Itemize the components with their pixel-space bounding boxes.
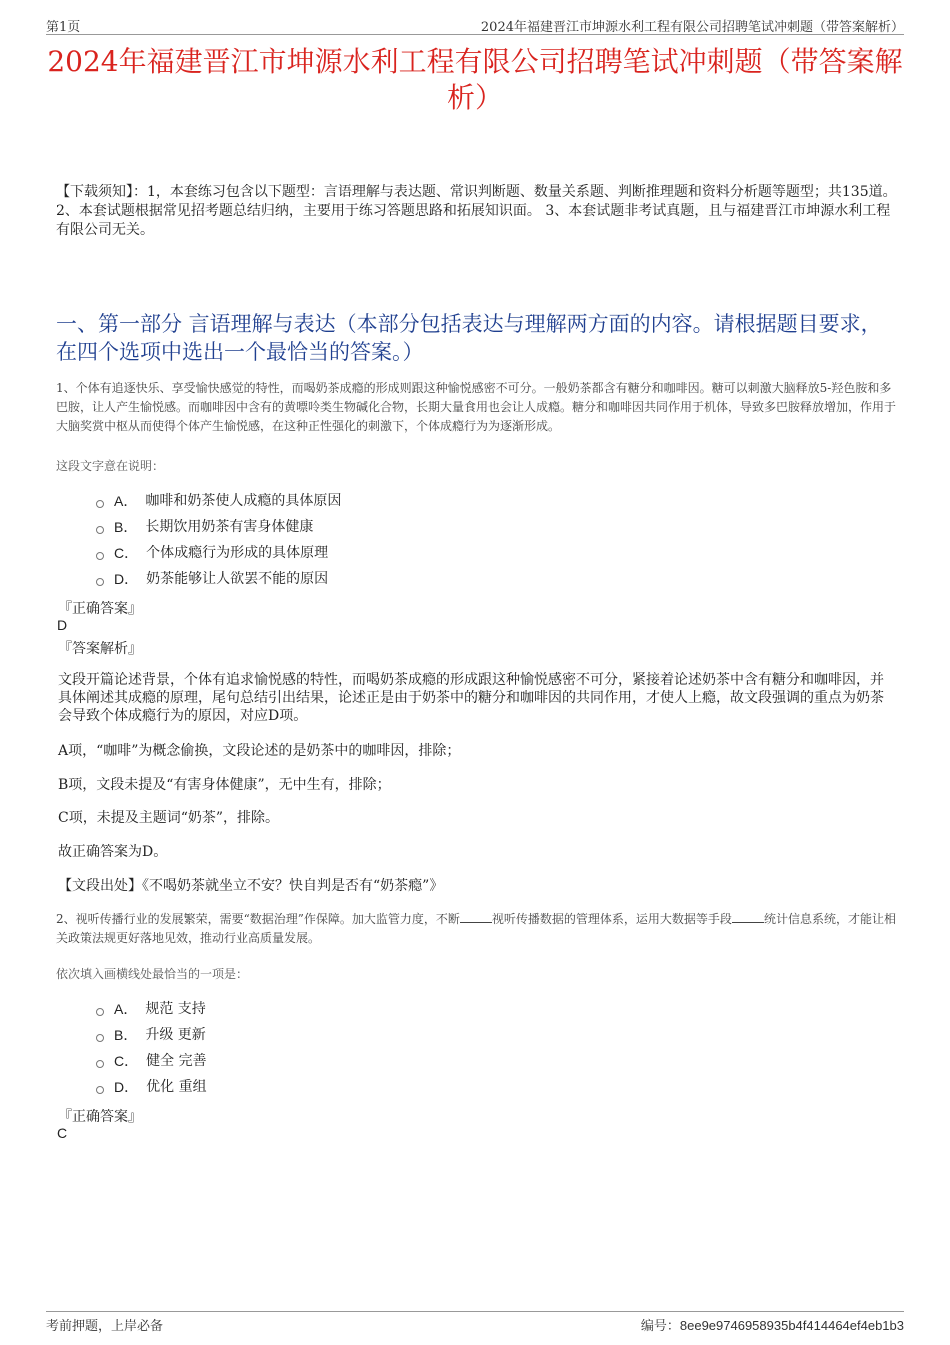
radio-icon[interactable] <box>96 500 104 508</box>
footer-code: 编号：8ee9e9746958935b4f414464ef4eb1b3 <box>640 1318 904 1334</box>
radio-icon[interactable] <box>96 526 104 534</box>
radio-icon[interactable] <box>96 1034 104 1042</box>
q1-answer-label: 『正确答案』 <box>58 601 142 617</box>
q1-option-c[interactable]: C． 个体成瘾行为形成的具体原理 <box>96 543 328 563</box>
question-1-prompt: 这段文字意在说明： <box>56 459 165 473</box>
radio-icon[interactable] <box>96 552 104 560</box>
q1-note-b: B项，文段未提及“有害身体健康”，无中生有，排除； <box>58 777 391 793</box>
q1-analysis: 文段开篇论述背景，个体有追求愉悦感的特性，而喝奶茶成瘾的形成跟这种愉悦感密不可分，紧接着论述奶茶中含有糖分和咖啡因，并具体阐述其成瘾的原理，尾句总结引出结果，论述正是由于奶茶中的糖分和咖啡因的共同作用，才使人上瘾，故文段强调的重点为奶茶会导致个体成瘾行为的原因，对应D项。 <box>58 672 884 724</box>
q1-analysis-label: 『答案解析』 <box>58 641 142 657</box>
q2-option-c[interactable]: C． 健全 完善 <box>96 1051 207 1071</box>
header-doc-title: 2024年福建晋江市坤源水利工程有限公司招聘笔试冲刺题（带答案解析） <box>480 20 904 35</box>
q1-conclusion: 故正确答案为D。 <box>58 844 168 860</box>
q1-option-a[interactable]: A． 咖啡和奶茶使人成瘾的具体原因 <box>96 491 341 511</box>
q2-option-d[interactable]: D． 优化 重组 <box>96 1077 207 1097</box>
q1-answer: D <box>57 617 68 633</box>
q2-option-b[interactable]: B． 升级 更新 <box>96 1025 206 1045</box>
q1-option-d[interactable]: D． 奶茶能够让人欲罢不能的原因 <box>96 569 328 589</box>
q1-source: 【文段出处】《不喝奶茶就坐立不安？快自判是否有“奶茶瘾”》 <box>58 878 444 894</box>
download-notice: 【下载须知】：1，本套练习包含以下题型：言语理解与表达题、常识判断题、数量关系题、判断推理题和资料分析题等题型；共135道。 2、本套试题根据常见招考题总结归纳，主要用于练习答题思路和拓展知识面。 3、本套试题非考试真题，且与福建晋江市坤源水利工程有限公司无关。 <box>56 184 897 238</box>
radio-icon[interactable] <box>96 578 104 586</box>
fill-blank <box>732 910 764 923</box>
q1-note-c: C项，未提及主题词“奶茶”，排除。 <box>58 810 280 826</box>
question-2-text: 2、视听传播行业的发展繁荣，需要“数据治理”作保障。加大监管力度，不断 视听传播数据的管理体系，运用大数据等手段 统计信息系统，才能让相关政策法规更好落地见效，推动行业高质量发展。 <box>56 912 896 945</box>
page-number: 第1页 <box>46 20 81 35</box>
page-footer <box>46 1311 904 1334</box>
fill-blank <box>460 910 492 923</box>
question-1-text: 1、个体有追逐快乐、享受愉快感觉的特性，而喝奶茶成瘾的形成则跟这种愉悦感密不可分。一般奶茶都含有糖分和咖啡因。糖可以刺激大脑释放5-羟色胺和多巴胺，让人产生愉悦感。而咖啡因中含有的黄嘌呤类生物碱化合物，长期大量食用也会让人成瘾。糖分和咖啡因共同作用于机体，导致多巴胺释放增加，作用于大脑奖赏中枢从而使得个体产生愉悦感，在这种正性强化的刺激下，个体成瘾行为为逐渐形成。 <box>56 381 897 433</box>
section-title: 一、第一部分 言语理解与表达（本部分包括表达与理解两方面的内容。请根据题目要求，在四个选项中选出一个最恰当的答案。） <box>56 312 882 364</box>
q2-option-a[interactable]: A． 规范 支持 <box>96 999 206 1019</box>
q2-answer-label: 『正确答案』 <box>58 1109 142 1125</box>
question-2-prompt: 依次填入画横线处最恰当的一项是： <box>56 967 249 981</box>
page-header <box>46 14 904 35</box>
radio-icon[interactable] <box>96 1008 104 1016</box>
footer-slogan: 考前押题，上岸必备 <box>46 1319 164 1334</box>
q1-note-a: A项，“咖啡”为概念偷换，文段论述的是奶茶中的咖啡因，排除； <box>58 743 461 759</box>
q2-answer: C <box>57 1125 68 1141</box>
page-title: 2024年福建晋江市坤源水利工程有限公司招聘笔试冲刺题（带答案解析） <box>47 45 903 114</box>
radio-icon[interactable] <box>96 1060 104 1068</box>
radio-icon[interactable] <box>96 1086 104 1094</box>
q1-option-b[interactable]: B． 长期饮用奶茶有害身体健康 <box>96 517 313 537</box>
